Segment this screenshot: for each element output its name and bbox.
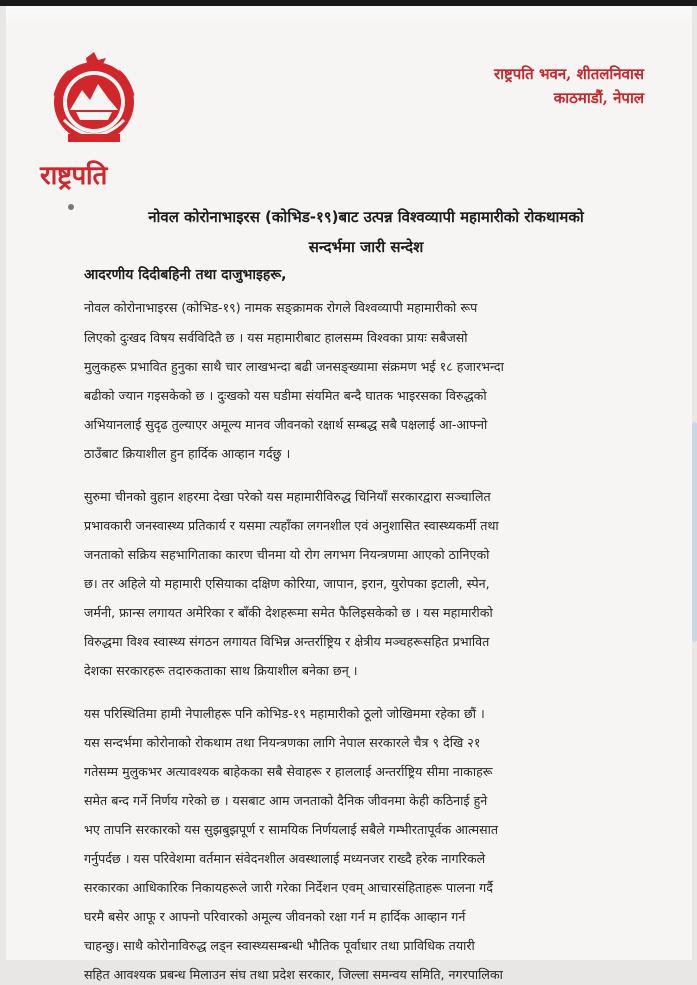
text-line: सहित आवश्यक प्रबन्ध मिलाउन संघ तथा प्रदेश सरकार, जिल्ला समन्वय समिति, नगरपालिका: [84, 967, 503, 982]
text-line: भए तापनि सरकारको यस सुझबुझपूर्ण र सामयिक निर्णयलाई सबैले गम्भीरतापूर्वक आत्मसात: [84, 822, 499, 837]
office-title: राष्ट्रपति: [40, 161, 107, 191]
document-title-line-1: नोवल कोरोनाभाइरस (कोभिड-१९)बाट उत्पन्न विश्वव्यापी महामारीको रोकथामको: [148, 208, 584, 226]
address-line-1: राष्ट्रपति भवन, शीतलनिवास: [494, 65, 644, 83]
text-line: यस सन्दर्भमा कोरोनाको रोकथाम तथा नियन्त्रणका लागि नेपाल सरकारले चैत्र ९ देखि २१: [84, 735, 481, 750]
text-line: जनताको सक्रिय सहभागिताका कारण चीनमा यो रोग लगभग नियन्त्रणमा आएको ठानिएको: [84, 547, 490, 562]
margin-dot: [68, 204, 74, 210]
address-line-2: काठमाडौं, नेपाल: [553, 89, 644, 107]
text-line: गर्नुपर्दछ । यस परिवेशमा वर्तमान संवेदनशील अवस्थालाई मध्यनजर राख्दै हरेक नागरिकले: [84, 851, 486, 866]
text-line: चाहन्छु। साथै कोरोनाविरुद्ध लड्न स्वास्थ्यसम्बन्धी भौतिक पूर्वाधार तथा प्राविधिक तयारी: [84, 938, 475, 953]
text-line: नोवल कोरोनाभाइरस (कोभिड-१९) नामक सङ्क्रामक रोगले विश्वव्यापी महामारीको रूप: [84, 300, 478, 315]
text-line: ठाउँबाट क्रियाशील हुन हार्दिक आव्हान गर्दछु ।: [84, 446, 291, 461]
salutation: आदरणीय दिदीबहिनी तथा दाजुभाइहरू,: [84, 267, 287, 283]
text-line: अभियानलाई सुदृढ तुल्याएर अमूल्य मानव जीवनको रक्षार्थ सम्बद्ध सबै पक्षलाई आ-आफ्नो: [84, 417, 488, 432]
text-line: बढीको ज्यान गइसकेको छ । दुःखको यस घडीमा संयमित बन्दै घातक भाइरसका विरुद्धको: [84, 388, 487, 403]
text-line: समेत बन्द गर्ने निर्णय गरेको छ । यसबाट आम जनताको दैनिक जीवनमा केही कठिनाई हुने: [84, 793, 488, 808]
text-line: घरमै बसेर आफू र आफ्नो परिवारको अमूल्य जीवनको रक्षा गर्न म हार्दिक आव्हान गर्न: [84, 909, 466, 924]
letter-page: [6, 6, 692, 982]
text-line: प्रभावकारी जनस्वास्थ्य प्रतिकार्य र यसमा त्यहाँका लगनशील एवं अनुशासित स्वास्थ्यकर्मी तथा: [84, 518, 499, 533]
text-line: यस परिस्थितिमा हामी नेपालीहरू पनि कोभिड-१९ महामारीको ठूलो जोखिममा रहेका छौं ।: [84, 706, 485, 721]
text-line: छ। तर अहिले यो महामारी एसियाका दक्षिण कोरिया, जापान, इरान, युरोपका इटाली, स्पेन,: [84, 576, 490, 591]
letterhead-address: [494, 62, 644, 110]
text-line: गतेसम्म मुलुकभर अत्यावश्यक बाहेकका सबै सेवाहरू र हाललाई अन्तर्राष्ट्रिय सीमा नाकाहरू: [84, 764, 493, 779]
nepal-emblem-icon: [46, 50, 142, 150]
text-line: सुरुमा चीनको वुहान शहरमा देखा परेको यस महामारीविरुद्ध चिनियाँ सरकारद्वारा सञ्चालित: [84, 489, 491, 504]
text-line: मुलुकहरू प्रभावित हुनुका साथै चार लाखभन्दा बढी जनसङ्ख्यामा संक्रमण भई १८ हजारभन्दा: [84, 359, 504, 374]
text-line: देशका सरकारहरू तदारुकताका साथ क्रियाशील बनेका छन् ।: [84, 663, 358, 678]
scrollbar[interactable]: [692, 422, 697, 642]
text-line: जर्मनी, फ्रान्स लगायत अमेरिका र बाँकी देशहरूमा समेत फैलिइसकेको छ । यस महामारीको: [84, 605, 493, 620]
document-title-line-2: सन्दर्भमा जारी सन्देश: [308, 238, 424, 256]
text-line: लिएको दुःखद विषय सर्वविदितै छ । यस महामारीबाट हालसम्म विश्वका प्रायः सबैजसो: [84, 330, 468, 345]
text-line: विरुद्धमा विश्व स्वास्थ्य संगठन लगायत विभिन्न अन्तर्राष्ट्रिय र क्षेत्रीय मञ्चहरूसहित प्रभावित: [84, 634, 490, 649]
text-line: सरकारका आधिकारिक निकायहरूले जारी गरेका निर्देशन एवम् आचारसंहिताहरू पालना गर्दै: [84, 880, 493, 895]
